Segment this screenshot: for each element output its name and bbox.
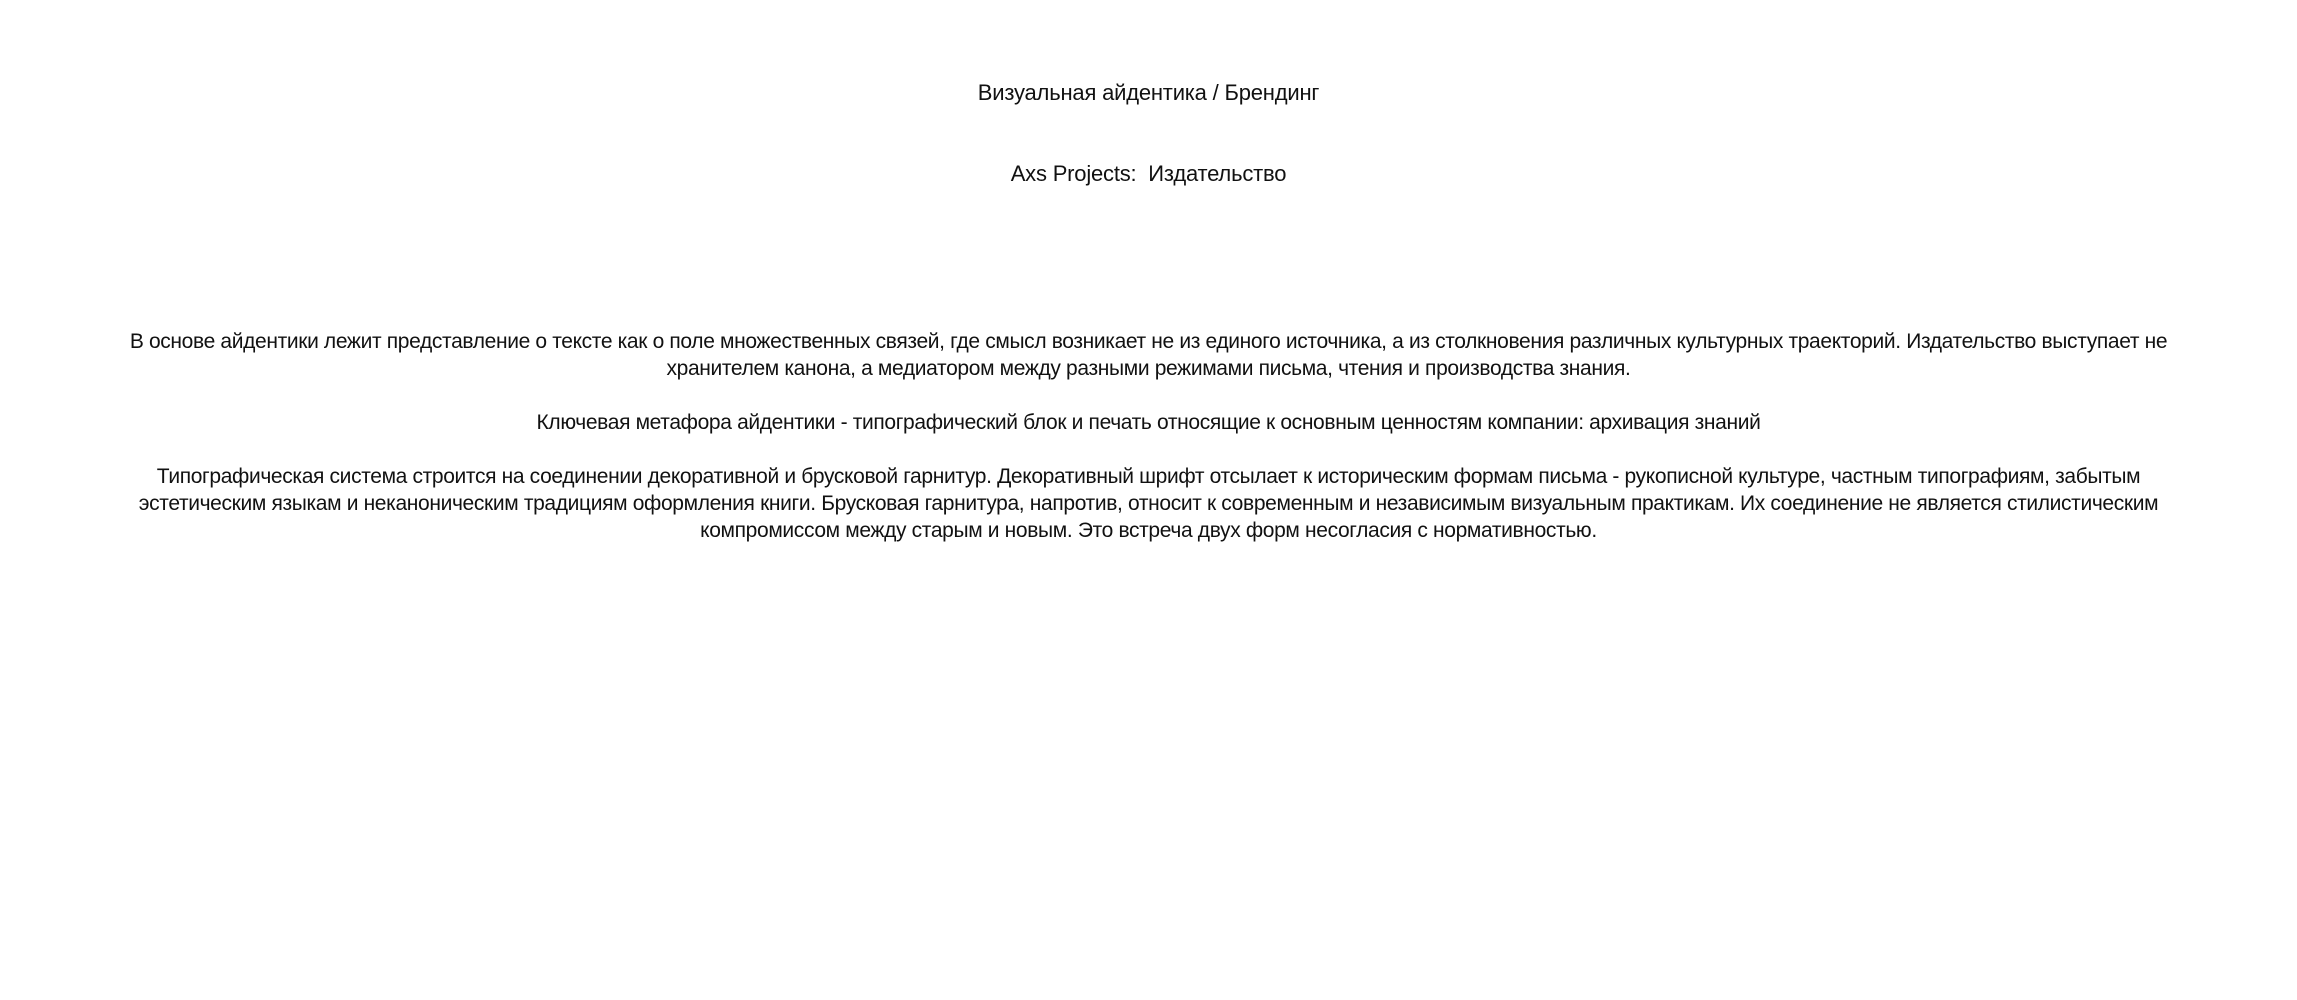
description-paragraph-3: Типографическая система строится на соединении декоративной и брусковой гарнитур. Декоративный шрифт отсылает к историческим формам письма - рукописной культуре, частным типографиям, забытым эстетическим языкам и неканоническим традициям оформления книги. Брусковая гарнитура, напротив, относит к современным и независимым визуальным практикам. Их соединение не является стилистическим компромиссом между старым и новым. Это встреча двух форм несогласия с нормативностью. [138,465,2159,542]
description-paragraph-2: Ключевая метафора айдентики - типографический блок и печать относящие к основным ценностям компании: архивация знаний [536,411,1761,434]
category-title: Визуальная айдентика / Брендинг [977,80,1320,105]
description-text [120,328,2177,571]
project-title: Axs Projects: Издательство [1010,161,1287,186]
description-paragraph-1: В основе айдентики лежит представление о тексте как о поле множественных связей, где смысл возникает не из единого источника, а из столкновения различных культурных траекторий. Издательство выступает не хранителем канона, а медиатором между разными режимами письма, чтения и производства знания. [129,330,2168,380]
